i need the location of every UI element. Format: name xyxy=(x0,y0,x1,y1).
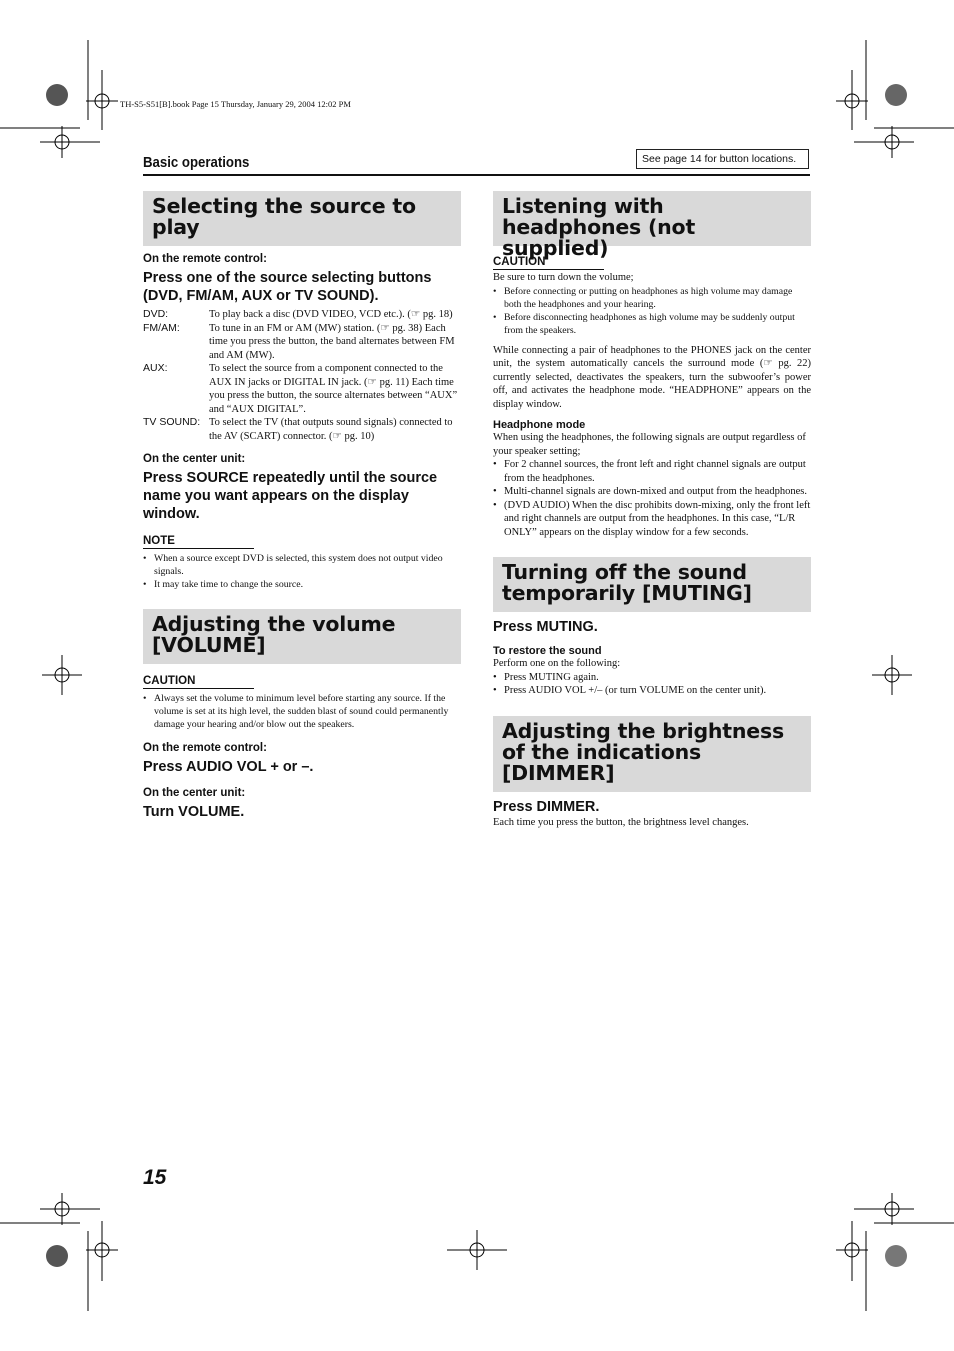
see-page-note: See page 14 for button locations. xyxy=(636,149,809,169)
def-desc: To tune in an FM or AM (MW) station. (☞ pg. 38) Each time you press the button, the band alternates between FM and AM (MW). xyxy=(209,322,455,361)
section-title-dimmer: Adjusting the brightness of the indications [DIMMER] xyxy=(502,718,785,785)
def-row xyxy=(143,308,461,322)
list-item: • Before disconnecting headphones as high volume may be suddenly output from the speakers. xyxy=(493,311,811,337)
section-title-headphones: Listening with headphones (not supplied) xyxy=(502,194,696,260)
def-term: AUX: xyxy=(143,362,168,374)
list-item: • Press AUDIO VOL +/– (or turn VOLUME on the center unit). xyxy=(493,684,811,698)
headphone-paragraph: While connecting a pair of headphones to the PHONES jack on the center unit, the system automatically cancels the surround mode (☞ pg. 22) currently selected, deactivates the speakers, turn the subwoofer’s power off, and activates the headphone mode. “HEADPHONE” appears on the display window. xyxy=(493,344,811,410)
dimmer-instruction: Press DIMMER. xyxy=(493,798,600,815)
center-label: On the center unit: xyxy=(143,787,246,799)
note-list xyxy=(143,552,461,591)
remote-instruction: Press one of the source selecting buttons (DVD, FM/AM, AUX or TV SOUND). xyxy=(143,270,432,304)
caution-label: CAUTION xyxy=(143,675,254,689)
list-item: • (DVD AUDIO) When the disc prohibits down-mixing, only the front left and right channels are output from the headphones. In this case, “L/R ONLY” appears on the display window for a few seconds. xyxy=(493,499,811,540)
right-column xyxy=(493,191,811,829)
section-title-select-source: Selecting the source to play xyxy=(152,194,416,239)
restore-intro: Perform one on the following: xyxy=(493,658,621,669)
remote-label: On the remote control: xyxy=(143,742,267,754)
def-row xyxy=(143,362,461,416)
def-row xyxy=(143,416,461,443)
muting-instruction: Press MUTING. xyxy=(493,619,598,635)
headphone-mode-intro: When using the headphones, the following signals are output regardless of your speaker setting; xyxy=(493,432,806,457)
list-item: • Before connecting or putting on headphones as high volume may damage both the headphones and your hearing. xyxy=(493,285,811,311)
list-item: • It may take time to change the source. xyxy=(143,578,461,591)
note-label: NOTE xyxy=(143,535,254,549)
center-instruction: Turn VOLUME. xyxy=(143,804,245,820)
source-definitions xyxy=(143,308,461,443)
print-info: TH-S5-S51[B].book Page 15 Thursday, January 29, 2004 12:02 PM xyxy=(120,99,351,109)
section-title-box xyxy=(493,716,811,792)
left-column xyxy=(143,191,461,821)
def-row xyxy=(143,322,461,363)
caution-label: CAUTION xyxy=(493,256,604,270)
restore-label: To restore the sound xyxy=(493,645,602,657)
list-item: • Press MUTING again. xyxy=(493,671,811,685)
restore-list xyxy=(493,671,811,698)
section-title-box xyxy=(143,191,461,246)
caution-intro: Be sure to turn down the volume; xyxy=(493,272,634,283)
running-head: Basic operations xyxy=(143,154,250,171)
def-desc: To play back a disc (DVD VIDEO, VCD etc.). (☞ pg. 18) xyxy=(209,309,453,320)
list-item: • When a source except DVD is selected, this system does not output video signals. xyxy=(143,552,461,578)
list-item: • For 2 channel sources, the front left and right channel signals are output from the headphones. xyxy=(493,458,811,485)
section-title-box xyxy=(493,557,811,612)
def-term: DVD: xyxy=(143,308,169,320)
def-desc: To select the source from a component connected to the AUX IN jacks or DIGITAL IN jack. (☞ pg. 11) Each time you press the button, the source alternates between “AUX” and “AUX DIGITAL”. xyxy=(209,363,458,415)
def-term: FM/AM: xyxy=(143,321,180,334)
remote-instruction: Press AUDIO VOL + or –. xyxy=(143,759,314,775)
section-title-volume: Adjusting the volume [VOLUME] xyxy=(152,612,396,657)
headphone-mode-label: Headphone mode xyxy=(493,419,586,431)
list-item: • Multi-channel signals are down-mixed and output from the headphones. xyxy=(493,485,811,499)
dimmer-text: Each time you press the button, the brightness level changes. xyxy=(493,816,749,828)
section-title-box xyxy=(493,191,811,260)
list-item: • Always set the volume to minimum level before starting any source. If the volume is set at its high level, the sudden blast of sound could permanently damage your hearing and/or blow out the speakers. xyxy=(143,692,461,731)
def-term: TV SOUND: xyxy=(143,416,201,428)
remote-label: On the remote control: xyxy=(143,253,267,265)
page-number: 15 xyxy=(143,1166,167,1189)
def-desc: To select the TV (that outputs sound signals) connected to the AV (SCART) connector. (☞ pg. 10) xyxy=(209,417,453,442)
section-title-muting: Turning off the sound temporarily [MUTING] xyxy=(502,560,752,605)
header-rule xyxy=(143,174,810,176)
center-instruction: Press SOURCE repeatedly until the source name you want appears on the display window. xyxy=(143,470,438,522)
headphone-mode-list xyxy=(493,458,811,539)
section-title-box xyxy=(143,609,461,664)
caution-list xyxy=(143,692,461,731)
center-label: On the center unit: xyxy=(143,453,246,465)
caution-list xyxy=(493,285,811,337)
